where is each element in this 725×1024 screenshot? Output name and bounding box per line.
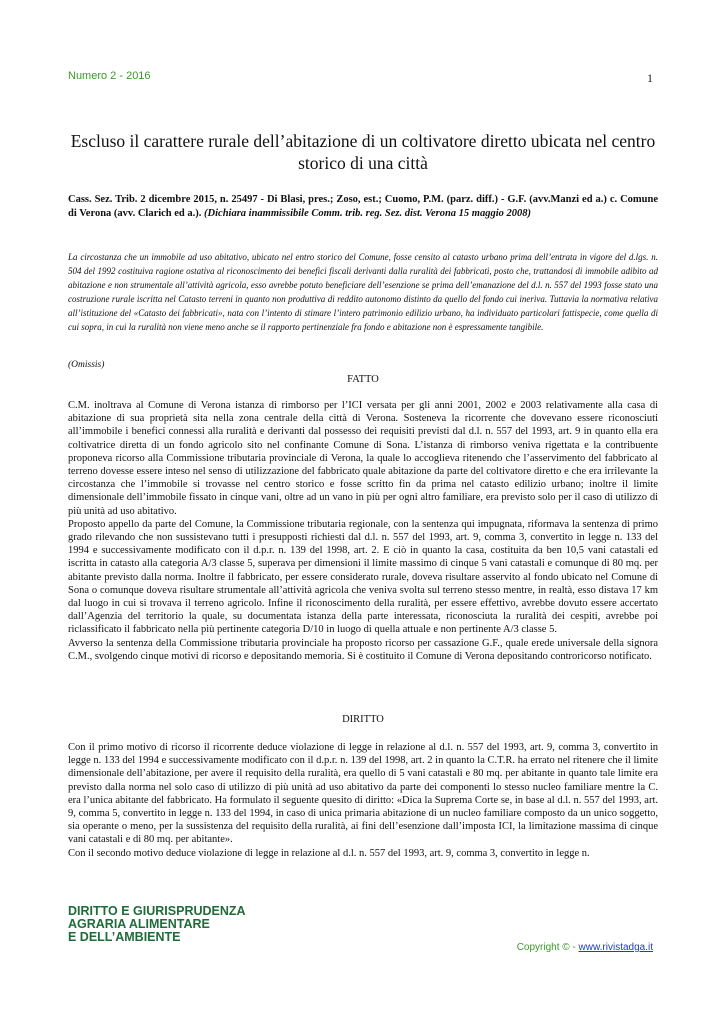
omissis-note: (Omissis)	[68, 360, 105, 370]
logo-line: AGRARIA ALIMENTARE	[68, 917, 210, 931]
journal-logo	[68, 905, 246, 944]
section-body-fatto	[68, 399, 658, 663]
logo-line: E DELL’AMBIENTE	[68, 930, 181, 944]
case-citation	[68, 193, 658, 221]
issue-number: Numero 2 - 2016	[68, 70, 151, 82]
paragraph: C.M. inoltrava al Comune di Verona istanza di rimborso per l’ICI versata per gli anni 2001, 2002 e 2003 relativamente alla casa di abitazione di sua proprietà sita nella zona centrale della città di Verona. Sosteneva la ricorrente che dovevano essere riconosciuti all’immobile i benefici connessi alla ruralità e derivanti dal possesso dei requisiti previsti dal d.l. n. 557 del 1993, art. 9 in quanto ella era coltivatrice diretta di un fondo agricolo sito nel confinante Comune di Sona. L’istanza di rimborso veniva rigettata e la contribuente proponeva ricorso alla Commissione tributaria provinciale di Verona, la quale lo accoglieva ritenendo che l’asservimento del fabbricato al terreno dovesse essere inteso nel senso di utilizzazione del fabbricato quale abitazione da parte del coltivatore diretto e che era irrilevante la circostanza che l’immobile si trovasse nel centro storico e fosse scritto fin da prima nel catasto edilizio urbano; inoltre il limite dimensionale dell’immobile fissato in cinque vani, oltre ad un vano in più per ogni altro familiare, era previsto solo per il caso di utilizzo di più unità ad uso abitativo.	[68, 400, 658, 517]
case-headnote: La circostanza che un immobile ad uso abitativo, ubicato nel entro storico del Comune, fosse censito al catasto urbano prima dell’entrata in vigore del d.lgs. n. 504 del 1992 costituiva ragione ostativa al riconoscimento dei benefici fiscali derivanti dalla ruralità dei fabbricati, posto che, trattandosi di immobile adibito ad abitazione e non strumentale all’attività agricola, esso avrebbe potuto beneficiare dell’esenzione se prima dell’emanazione del d.l. n. 557 del 1993 fosse stato una costruzione rurale iscritta nel Catasto terreni in quanto non produttiva di reddito autonomo distinto da quello del fondo cui ineriva. Tuttavia la normativa relativa all’istituzione del «Catasto dei fabbricati», nata con l’intento di stimare l’intero patrimonio edilizio urbano, ha individuato particolari fattispecie, come quella di cui sopra, in cui la ruralità non viene meno anche se il rapporto pertinenziale fra fondo e abitazione non è espressamente tangibile.	[68, 252, 658, 332]
copyright-prefix: Copyright © -	[516, 942, 579, 953]
copyright-notice	[517, 942, 653, 953]
paragraph: Proposto appello da parte del Comune, la Commissione tributaria regionale, con la sentenza qui impugnata, riformava la sentenza di primo grado rilevando che non sussistevano tutti i presupposti richiesti dal d.l. n. 557 del 1993, art. 9, comma 3, convertito in legge n. 133 del 1994 e successivamente modificato con il d.p.r. n. 139 del 1998, art. 2. E ciò in quanto la casa, costituita da ben 10,5 vani catastali ed iscritta in catasto alla categoria A/3 classe 5, superava per dimensioni il limite massimo di cinque 5 vani catastali e comunque di 80 mq. per abitante previsto dalla norma. Inoltre il fabbricato, per essere considerato rurale, doveva risultare asservito al fondo ubicato nel Comune di Sona o comunque doveva risultare strumentale all’attività agricola che veniva svolta sul terreno stesso mentre, in realtà, esso distava 17 km dal luogo in cui si trovava il terreno agricolo. Infine il riconoscimento della ruralità, per essere effettivo, avrebbe dovuto essere accertato dall’Agenzia del territorio la quale, su documentata istanza della parte interessata, riconosciuta la ruralità dei cespiti, avrebbe poi riclassificato il fabbricato nella più pertinente categoria D/10 in luogo di quella attuale e non pertinente A/3 classe 5.	[68, 518, 658, 636]
citation-bold: Cass. Sez. Trib. 2 dicembre 2015, n. 25497 - Di Blasi, pres.; Zoso, est.; Cuomo, P.M. (parz. diff.) - G.F. (avv.Manzi ed a.) c. Comune di Verona (avv. Clarich ed a.).	[68, 194, 658, 219]
citation-italic: (Dichiara inammissibile Comm. trib. reg. Sez. dist. Verona 15 maggio 2008)	[204, 208, 532, 219]
paragraph: Con il secondo motivo deduce violazione di legge in relazione al d.l. n. 557 del 1993, art. 9, comma 3, convertito in legge n.	[68, 847, 590, 859]
section-heading-fatto: FATTO	[347, 374, 379, 385]
page-number: 1	[647, 71, 653, 85]
paragraph: Avverso la sentenza della Commissione tributaria provinciale ha proposto ricorso per cassazione G.F., quale erede universale della signora C.M., svolgendo cinque motivi di ricorso e depositando memoria. Si è costituito il Comune di Verona depositando controricorso notificato.	[68, 637, 658, 662]
section-heading-diritto: DIRITTO	[342, 714, 384, 725]
section-body-diritto	[68, 741, 658, 860]
paragraph: Con il primo motivo di ricorso il ricorrente deduce violazione di legge in relazione al d.l. n. 557 del 1993, art. 9, comma 3, convertito in legge n. 133 del 1994 e successivamente modificato con il d.p.r. n. 139 del 1998, art. 2 in quanto la C.T.R. ha errato nel ritenere che il limite dimensionale dell’abitazione, per avere il requisito della ruralità, era quello di 5 vani catastali e 80 mq. per abitante in quanto tale limite era previsto dalla norma nel solo caso di utilizzo di più unità ad uso abitativo da parte dei componenti lo stesso nucleo familiare mentre la C. era l’unica abitante del fabbricato. Ha formulato il seguente quesito di diritto: «Dica la Suprema Corte se, in base al d.l. n. 557 del 1993, art. 9, comma 5, convertito in legge n. 133 del 1994, in caso di unica primaria abitazione di un nucleo familiare composto da un unico soggetto, sia operante o meno, per la sussistenza del requisito della ruralità, ai fini dell’esenzione dall’imposta ICI, la limitazione massima di cinque vani catastali e di 80 mq. per abitante».	[68, 742, 658, 846]
website-link[interactable]: www.rivistadga.it	[578, 942, 653, 953]
article-title: Escluso il carattere rurale dell’abitazione di un coltivatore diretto ubicata nel centro storico di una città	[70, 131, 656, 173]
logo-line: DIRITTO E GIURISPRUDENZA	[68, 904, 246, 918]
